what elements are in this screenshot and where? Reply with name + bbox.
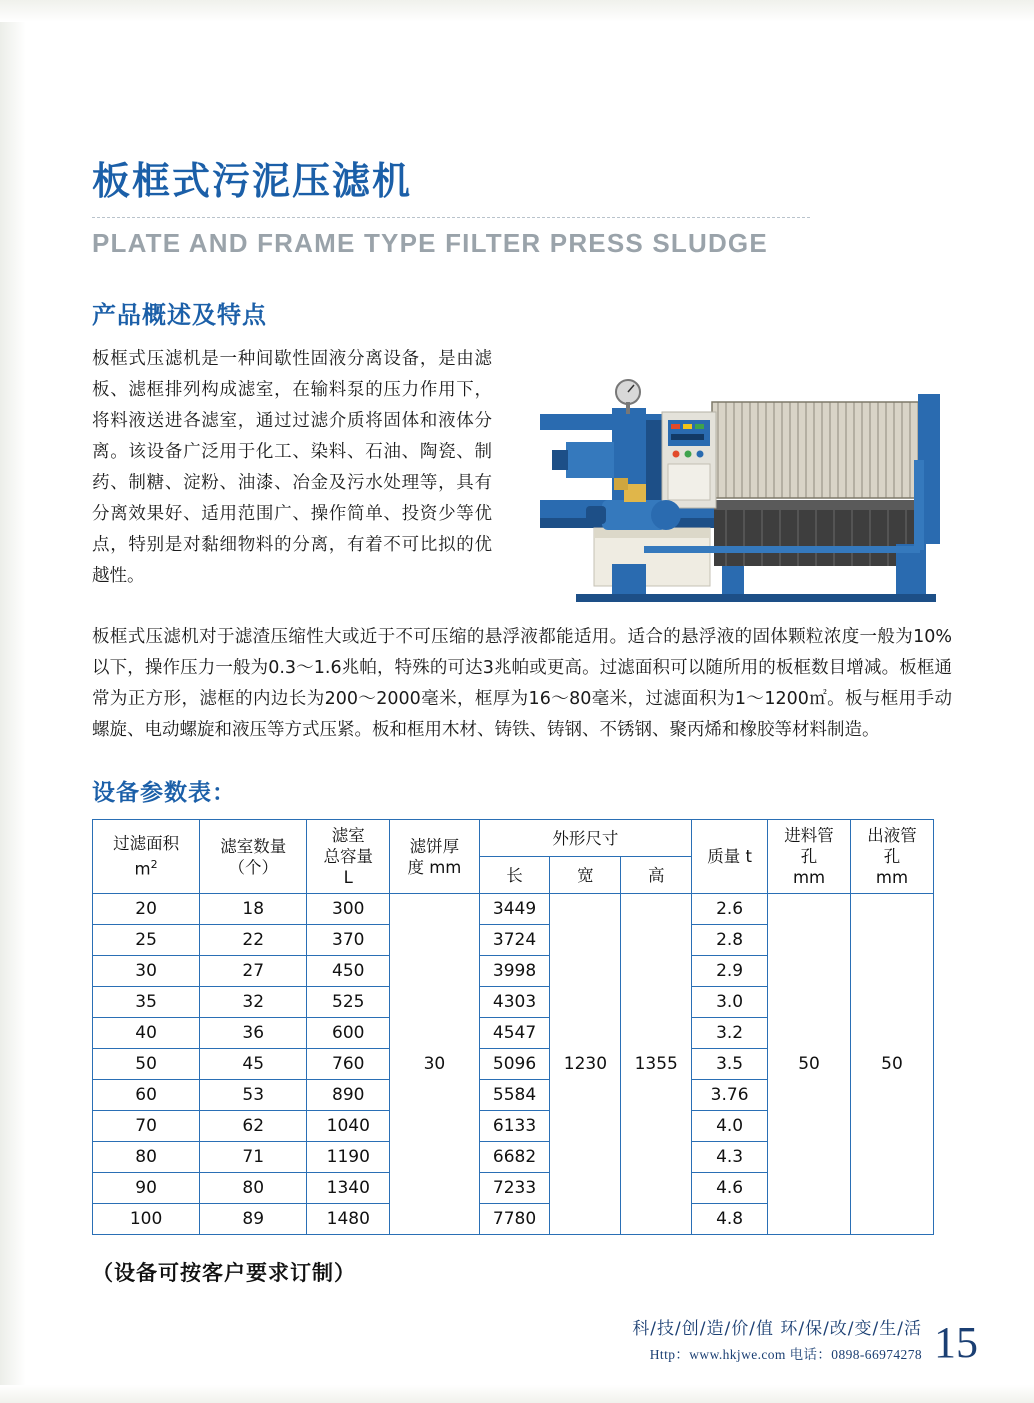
overview-paragraph-2: 板框式压滤机对于滤渣压缩性大或近于不可压缩的悬浮液都能适用。适合的悬浮液的固体颗粒浓度一般为10%以下，操作压力一般为0.3～1.6兆帕，特殊的可达3兆帕或更高。过滤面积可以随所用的板框数目增减。板框通常为正方形，滤框的内边长为200～2000毫米，框厚为16～80毫米，过滤面积为1～1200㎡。板与框用手动螺旋、电动螺旋和液压等方式压紧。板和框用木材、铸铁、铸钢、不锈钢、聚丙烯和橡胶等材料制造。 xyxy=(92,627,952,740)
footer-text-block xyxy=(632,1314,934,1363)
page-edge-shade-top xyxy=(0,0,1034,22)
page-edge-shade-left xyxy=(0,0,26,1403)
cell-volume: 760 xyxy=(307,1049,390,1080)
cell-mass: 4.0 xyxy=(692,1111,768,1142)
cell-chambers: 36 xyxy=(200,1018,307,1049)
col-mass: 质量 t xyxy=(692,820,768,894)
cell-length: 5584 xyxy=(479,1080,550,1111)
cell-length: 3724 xyxy=(479,925,550,956)
cell-chambers: 53 xyxy=(200,1080,307,1111)
page-content xyxy=(92,150,952,1287)
cell-outlet-merged: 50 xyxy=(850,894,933,1235)
cell-mass: 3.5 xyxy=(692,1049,768,1080)
cell-length: 6682 xyxy=(479,1142,550,1173)
cell-length: 4303 xyxy=(479,987,550,1018)
table-row xyxy=(93,894,934,925)
col-width: 宽 xyxy=(550,857,621,894)
cell-volume: 300 xyxy=(307,894,390,925)
col-chamber-count: 滤室数量 （个） xyxy=(200,820,307,894)
col-height: 高 xyxy=(621,857,692,894)
spec-table-body xyxy=(93,894,934,1235)
col-outlet-pipe: 出液管 孔 mm xyxy=(850,820,933,894)
overview-row xyxy=(92,344,952,606)
cell-mass: 2.8 xyxy=(692,925,768,956)
overview-paragraph-1: 板框式压滤机是一种间歇性固液分离设备，是由滤板、滤框排列构成滤室，在输料泵的压力作用下，将料液送进各滤室，通过过滤介质将固体和液体分离。该设备广泛用于化工、染料、石油、陶瓷、制药、制糖、淀粉、油漆、冶金及污水处理等，具有分离效果好、适用范围广、操作简单、投资少等优点，特别是对黏细物料的分离，有着不可比拟的优越性。 xyxy=(92,349,492,586)
cell-chambers: 32 xyxy=(200,987,307,1018)
footer-contact: Http：www.hkjwe.com 电话：0898-66974278 xyxy=(649,1347,922,1362)
cell-length: 4547 xyxy=(479,1018,550,1049)
cell-area: 25 xyxy=(93,925,200,956)
cell-volume: 1480 xyxy=(307,1204,390,1235)
cell-volume: 1340 xyxy=(307,1173,390,1204)
cell-area: 20 xyxy=(93,894,200,925)
cell-chambers: 45 xyxy=(200,1049,307,1080)
col-cake-thickness: 滤饼厚 度 mm xyxy=(390,820,479,894)
col-group-dimensions: 外形尺寸 xyxy=(479,820,692,857)
cell-chambers: 27 xyxy=(200,956,307,987)
cell-volume: 370 xyxy=(307,925,390,956)
col-filter-area: 过滤面积 $m^2$ xyxy=(93,820,200,894)
cell-length: 7780 xyxy=(479,1204,550,1235)
footer-inner xyxy=(632,1314,978,1367)
cell-mass: 3.0 xyxy=(692,987,768,1018)
cell-height-merged: 1355 xyxy=(621,894,692,1235)
cell-area: 40 xyxy=(93,1018,200,1049)
cell-length: 6133 xyxy=(479,1111,550,1142)
spec-table xyxy=(92,819,934,1235)
spec-header-row-1 xyxy=(93,820,934,857)
spec-table-head xyxy=(93,820,934,894)
cell-area: 60 xyxy=(93,1080,200,1111)
footer-slogan: 科/技/创/造/价/值 环/保/改/变/生/活 xyxy=(632,1319,922,1339)
page-edge-shade-bottom xyxy=(0,1385,1034,1403)
cell-chambers: 18 xyxy=(200,894,307,925)
cell-volume: 1040 xyxy=(307,1111,390,1142)
cell-area: 80 xyxy=(93,1142,200,1173)
cell-chambers: 22 xyxy=(200,925,307,956)
cell-volume: 525 xyxy=(307,987,390,1018)
cell-length: 7233 xyxy=(479,1173,550,1204)
page-number: 15 xyxy=(934,1318,978,1367)
cell-volume: 890 xyxy=(307,1080,390,1111)
cell-mass: 2.9 xyxy=(692,956,768,987)
cell-length: 5096 xyxy=(479,1049,550,1080)
product-photo xyxy=(516,350,952,608)
overview-heading: 产品概述及特点 xyxy=(92,301,267,329)
cell-mass: 4.3 xyxy=(692,1142,768,1173)
cell-area: 70 xyxy=(93,1111,200,1142)
col-length: 长 xyxy=(479,857,550,894)
col-chamber-volume: 滤室 总容量 L xyxy=(307,820,390,894)
cell-length: 3449 xyxy=(479,894,550,925)
cell-area: 90 xyxy=(93,1173,200,1204)
col-inlet-pipe: 进料管 孔 mm xyxy=(768,820,851,894)
cell-width-merged: 1230 xyxy=(550,894,621,1235)
cell-chambers: 71 xyxy=(200,1142,307,1173)
cell-mass: 3.2 xyxy=(692,1018,768,1049)
cell-mass: 4.8 xyxy=(692,1204,768,1235)
cell-length: 3998 xyxy=(479,956,550,987)
title-divider xyxy=(92,217,810,218)
page-footer xyxy=(632,1314,978,1367)
cell-chambers: 80 xyxy=(200,1173,307,1204)
cell-mass: 4.6 xyxy=(692,1173,768,1204)
cell-chambers: 89 xyxy=(200,1204,307,1235)
page-title: 板框式污泥压滤机 xyxy=(92,159,413,203)
cell-mass: 2.6 xyxy=(692,894,768,925)
spec-table-note: （设备可按客户要求订制） xyxy=(92,1261,356,1285)
cell-volume: 1190 xyxy=(307,1142,390,1173)
cell-chambers: 62 xyxy=(200,1111,307,1142)
spec-table-heading: 设备参数表： xyxy=(92,780,236,806)
cell-cake-thickness-merged: 30 xyxy=(390,894,479,1235)
cell-volume: 600 xyxy=(307,1018,390,1049)
cell-area: 50 xyxy=(93,1049,200,1080)
cell-inlet-merged: 50 xyxy=(768,894,851,1235)
cell-area: 100 xyxy=(93,1204,200,1235)
cell-area: 30 xyxy=(93,956,200,987)
page-subtitle: PLATE AND FRAME TYPE FILTER PRESS SLUDGE xyxy=(92,228,768,258)
cell-area: 35 xyxy=(93,987,200,1018)
cell-mass: 3.76 xyxy=(692,1080,768,1111)
cell-volume: 450 xyxy=(307,956,390,987)
